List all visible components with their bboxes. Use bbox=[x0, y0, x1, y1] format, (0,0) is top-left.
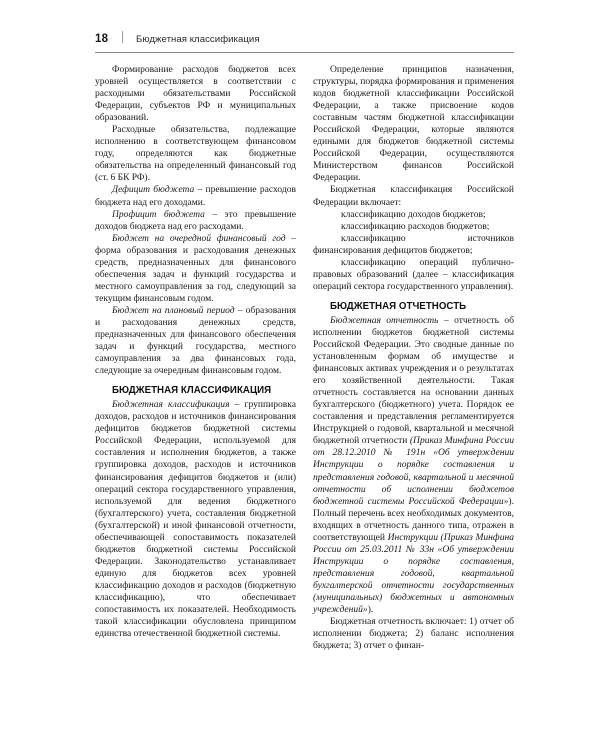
definition-byudzhet-planovyj-period: – образования и расходования денежных средств, предназначенных для финансового обеспечения задач и функций государства, местного самоуправления за два финансовых года, следующие за очередным финансовым годом. bbox=[95, 304, 296, 377]
list-item-rashody-byudzhetov: классификацию расходов бюджетов; bbox=[341, 220, 490, 232]
paragraph-byudzhet-ocherednoj-god bbox=[95, 233, 296, 305]
paragraph-rashodnye-obyazatelstva: Расходные обязательства, подлежащие исполнению в соответствующем финансовом году, определяются как бюджетные обязательства на определенный финансовый год (ст. 6 БК РФ). bbox=[95, 124, 296, 184]
section-heading-byudzhetnaya-otchetnost: БЮДЖЕТНАЯ ОТЧЕТНОСТЬ bbox=[330, 300, 467, 312]
list-item-dohody-byudzhetov: классификацию доходов бюджетов; bbox=[341, 208, 486, 220]
definition-byudzhetnaya-klassifikaciya: – группировка доходов, расходов и источников финансирования дефицитов бюджетов бюджетной системы Российской Федерации, используемой для составления и исполнения бюджетов, а также группировка доходов, расходов и источников финансирования дефицитов бюджетов и (или) операций сектора государственного управления, используемой для ведения бюджетного (бухгалтерского) учета, составления бюджетной (бухгалтерской) и иной финансовой отчетности, обеспечивающей сопоставимость показателей бюджетов бюджетной системы Российской Федерации. Законодательство устанавливает единую для бюджетов всех уровней классификацию доходов и расходов (бюджетную классификацию), что обеспечивает сопоставимость их показателей. Необходимость такой классификации обусловлена принципом единства отечественной бюджетной системы. bbox=[95, 399, 297, 640]
paragraph-opredelenie-principov: Определение принципов назначения, структуры, порядка формирования и применения кодов бюджетной классификации Российской Федерации, а также присвоение кодов составным частям бюджетной классификации Российской Федерации, которые являются едиными для бюджетов бюджетной системы Российской Федерации, осуществляются Министерством финансов Российской Федерации. bbox=[313, 64, 514, 184]
term-byudzhetnaya-klassifikaciya: Бюджетная классификация bbox=[112, 399, 230, 411]
two-column-body bbox=[95, 64, 514, 652]
citation-prikaz-191n: (Приказ Минфина России от 28.12.2010 № 191н «Об утверждении Инструкции о порядке составления и представления годовой, квартальной и месячной отчетности об исполнении бюджетов бюджетной системы Российской Федерации» bbox=[313, 435, 514, 507]
right-column bbox=[313, 64, 514, 652]
page-folio: 18 bbox=[95, 33, 109, 45]
section-heading-byudzhetnaya-klassifikaciya: БЮДЖЕТНАЯ КЛАССИФИКАЦИЯ bbox=[112, 385, 272, 397]
definition-byudzhet-ocherednoj-god: – форма образования и расходования денежных средств, предназначенных для финансового обеспечения задач и функций государства и местного самоуправления за год, следующий за текущим финансовым годом. bbox=[95, 232, 297, 304]
header-divider bbox=[122, 31, 123, 43]
definition-otchetnost-part1: – отчетность об исполнении бюджетов бюджетной системы Российской Федерации. Это сводные данные по установленным формам об имуществе и финансовых активах учреждения и о результатах его хозяйственной деятельности. Такая отчетность составляется на основании данных бухгалтерского (бюджетного) учета. Порядок ее составления и представления регламентируется Инструкцией о годовой, квартальной и месячной бюджетной отчетности bbox=[313, 314, 514, 447]
list-item-istochniki-finansirovaniya: классификацию источников финансирования дефицитов бюджетов; bbox=[313, 232, 514, 256]
definition-otchetnost-part2: ). Полный перечень всех необходимых документов, входящих в отчетность данного типа, отражен в соответствующей bbox=[313, 495, 514, 543]
paragraph-formirovanie: Формирование расходов бюджетов всех уровней осуществляется в соответствии с расходными обязательствами Российской Федерации, субъектов РФ и муниципальных образований. bbox=[95, 64, 296, 124]
header-rule bbox=[95, 52, 514, 53]
paragraph-byudzhetnaya-klassifikaciya bbox=[95, 399, 296, 640]
term-byudzhet-ocherednoj-god: Бюджет на очередной финансовый год bbox=[112, 232, 286, 244]
paragraph-otchetnost-vkluchaet: Бюджетная отчетность включает: 1) отчет об исполнении бюджета; 2) баланс исполнения бюджета; 3) отчет о финан- bbox=[313, 616, 514, 652]
citation-prikaz-33n: Инструкции (Приказ Минфина России от 25.03.2011 № 33н «Об утверждении Инструкции о порядке составления, представления годовой, квартальной бухгалтерской отчетности государственных (муниципальных) бюджетных и автономных учреждений» bbox=[313, 531, 514, 616]
term-proficit-byudzheta: Профицит бюджета bbox=[112, 208, 205, 220]
term-deficit-byudzheta: Дефицит бюджета bbox=[112, 184, 195, 196]
definition-deficit-byudzheta: – превышение расходов бюджета над его доходами. bbox=[95, 184, 297, 208]
term-byudzhetnaya-otchetnost: Бюджетная отчетность bbox=[330, 314, 439, 326]
left-column bbox=[95, 64, 296, 640]
paragraph-proficit-byudzheta bbox=[95, 209, 296, 233]
definition-proficit-byudzheta: – это превышение доходов бюджета над его расходами. bbox=[95, 208, 296, 232]
list-item-operacii-publichno-pravovyh: классификацию операций публично-правовых образований (далее – классификация операций сектора государственного управления). bbox=[313, 256, 514, 292]
definition-otchetnost-part3: ). bbox=[367, 604, 374, 616]
running-head bbox=[95, 30, 514, 50]
paragraph-byudzhetnaya-otchetnost bbox=[313, 315, 514, 616]
paragraph-klassifikaciya-vkluchaet: Бюджетная классификация Российской Федерации включает: bbox=[313, 184, 514, 208]
paragraph-deficit-byudzheta bbox=[95, 184, 296, 208]
term-byudzhet-planovyj-period: Бюджет на плановый период bbox=[112, 304, 235, 316]
paragraph-byudzhet-planovyj-period bbox=[95, 305, 296, 377]
running-title: Бюджетная классификация bbox=[136, 34, 260, 45]
